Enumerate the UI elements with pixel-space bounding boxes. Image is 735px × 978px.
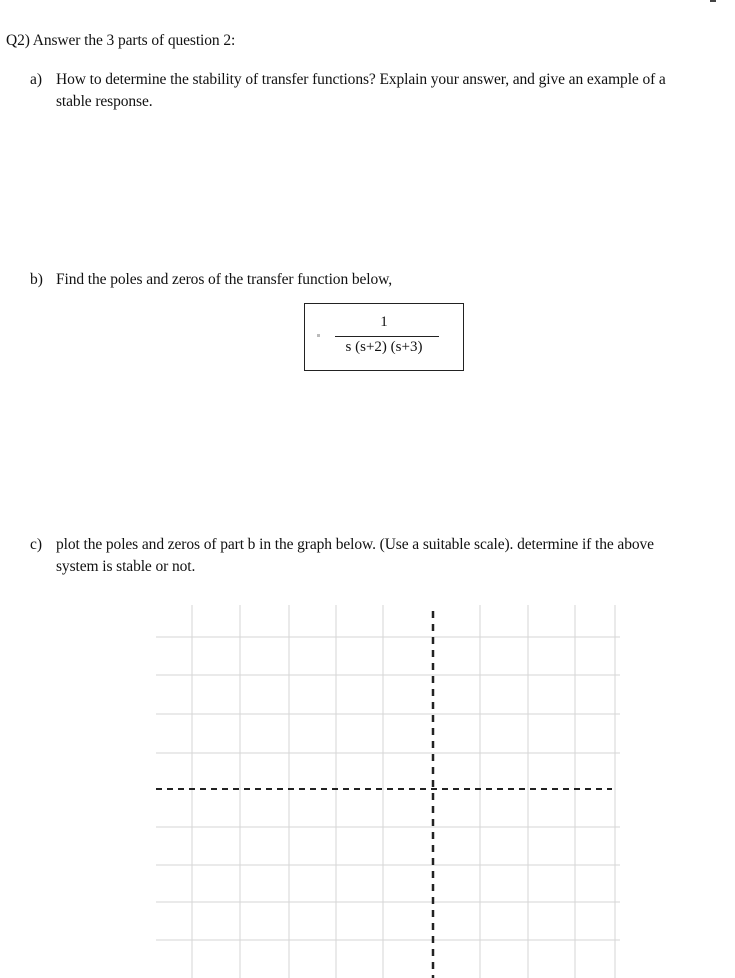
transfer-function-numerator: 1 [380,314,388,330]
transfer-function-denominator: s (s+2) (s+3) [345,339,423,355]
pole-zero-plot-grid [150,605,620,978]
part-a-label: a) [30,71,43,88]
fraction-bar [335,336,439,337]
question-title: Q2) Answer the 3 parts of question 2: [6,32,236,49]
part-c-text-line-2: system is stable or not. [56,558,196,575]
transfer-function-box [304,303,464,371]
part-a-text-line-1: How to determine the stability of transfer functions? Explain your answer, and give an example of a [56,71,666,88]
part-c-label: c) [30,536,43,553]
box-mark [317,334,320,337]
part-b-text-line-1: Find the poles and zeros of the transfer function below, [56,271,393,288]
part-c-text-line-1: plot the poles and zeros of part b in the graph below. (Use a suitable scale). determine if the above [56,536,654,553]
page-corner-mark [710,0,716,2]
part-a-text-line-2: stable response. [56,93,153,110]
part-b-label: b) [30,271,43,288]
